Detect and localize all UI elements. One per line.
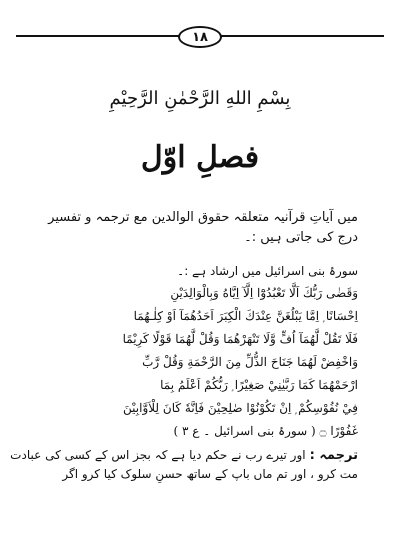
basmala: بِسْمِ اللهِ الرَّحْمٰنِ الرَّحِيْمِ (109, 88, 291, 109)
quran-line: ارْحَمْهُمَا كَمَا رَبَّيٰنِيْ صَغِيْرًا ۭ رَبُّكُمْ اَعْلَمُ بِمَا (160, 378, 358, 392)
page-number-badge (178, 26, 222, 48)
translation-text: اور تیرے رب نے حکم دیا ہے کہ بجز اس کے کسی کی عبادت (10, 448, 306, 462)
chapter-heading: فصلِ اوّل (140, 140, 260, 175)
intro-line: درج کی جاتی ہیں :۔ (244, 230, 358, 245)
quran-line: اِحْسَانًا ۭ اِمَّا يَبْلُغَنَّ عِنْدَكَ الْكِبَرَ اَحَدُهُمَآ اَوْ كِلٰـهُمَا (133, 309, 358, 323)
intro-paragraph (48, 208, 358, 248)
translation-block (10, 446, 358, 483)
quran-line: فَلَا تَقُلْ لَّهُمَآ اُفٍّ وَّلَا تَنْهَرْهُمَا وَقُلْ لَّهُمَا قَوْلًا كَرِيْمًا (122, 332, 358, 346)
surah-intro: سورۂ بنی اسرائیل میں ارشاد ہے :۔ (177, 264, 358, 278)
quran-line: فِيْ نُفُوْسِكُمْ ۭ اِنْ تَكُوْنُوْا صٰلِحِيْنَ فَاِنَّهٗ كَانَ لِلْاَوَّابِيْنَ (123, 401, 358, 415)
translation-label: ترجمہ : (309, 448, 358, 463)
intro-line: میں آیاتِ قرآنیہ متعلقہ حقوق الوالدین مع ترجمہ و تفسیر (48, 210, 358, 225)
quran-line: وَاخْفِضْ لَهُمَا جَنَاحَ الذُّلِّ مِنَ الرَّحْمَةِ وَقُلْ رَّبِّ (142, 355, 358, 369)
quran-line: وَقَضٰى رَبُّكَ اَلَّا تَعْبُدُوْٓا اِلَّآ اِيَّاهُ وَبِالْوَالِدَيْنِ (170, 286, 358, 300)
translation-line: مت کرو ، اور تم ماں باپ کے ساتھ حسنِ سلوک کیا کرو اگر (62, 467, 358, 481)
quran-verse-block (48, 282, 358, 443)
quran-line: غَفُوْرًا ۝ ( سورۂ بنی اسرائیل ۔ ع ۳ ) (173, 424, 358, 438)
page-number: ۱۸ (192, 29, 208, 45)
translation-line (10, 446, 358, 465)
